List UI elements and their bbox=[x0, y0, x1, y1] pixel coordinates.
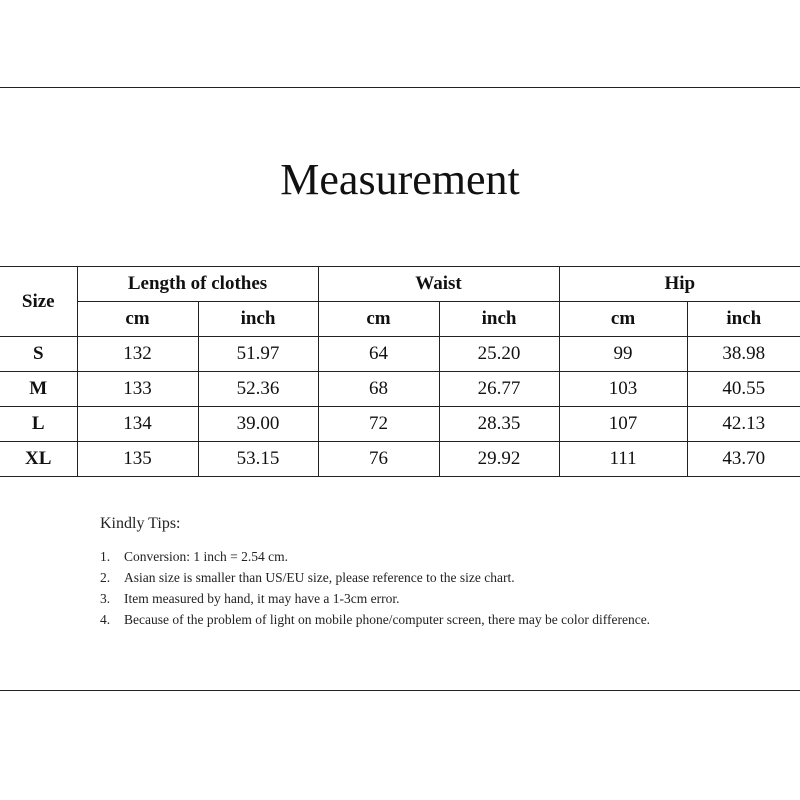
size-label: S bbox=[0, 337, 77, 372]
unit-header: cm bbox=[77, 302, 198, 337]
tip-item bbox=[100, 567, 660, 588]
table-cell: 26.77 bbox=[439, 372, 559, 407]
unit-header: inch bbox=[439, 302, 559, 337]
table-cell: 99 bbox=[559, 337, 687, 372]
tip-number: 2. bbox=[100, 570, 111, 585]
table-cell: 51.97 bbox=[198, 337, 318, 372]
top-divider bbox=[0, 87, 800, 88]
table-cell: 135 bbox=[77, 442, 198, 477]
column-group-hip: Hip bbox=[559, 267, 800, 302]
bottom-divider bbox=[0, 690, 800, 691]
table-header-row bbox=[0, 267, 800, 302]
table-row bbox=[0, 372, 800, 407]
size-chart-table bbox=[0, 266, 800, 477]
unit-header: inch bbox=[198, 302, 318, 337]
table-cell: 133 bbox=[77, 372, 198, 407]
table-unit-row bbox=[0, 302, 800, 337]
table-cell: 28.35 bbox=[439, 407, 559, 442]
size-label: L bbox=[0, 407, 77, 442]
table-cell: 107 bbox=[559, 407, 687, 442]
page-title: Measurement bbox=[280, 155, 520, 204]
tip-text: Item measured by hand, it may have a 1-3cm error. bbox=[124, 591, 400, 606]
tip-item bbox=[100, 588, 660, 609]
tip-text: Asian size is smaller than US/EU size, please reference to the size chart. bbox=[124, 570, 515, 585]
table-cell: 111 bbox=[559, 442, 687, 477]
table-cell: 76 bbox=[318, 442, 439, 477]
tip-item bbox=[100, 609, 660, 630]
size-label: M bbox=[0, 372, 77, 407]
table-row bbox=[0, 337, 800, 372]
tip-text: Because of the problem of light on mobile phone/computer screen, there may be color difference. bbox=[124, 612, 651, 627]
column-group-waist: Waist bbox=[318, 267, 559, 302]
table-cell: 43.70 bbox=[687, 442, 800, 477]
tip-number: 1. bbox=[100, 549, 111, 564]
unit-header: inch bbox=[687, 302, 800, 337]
kindly-tips bbox=[100, 512, 660, 630]
tips-list bbox=[100, 546, 660, 630]
table-cell: 68 bbox=[318, 372, 439, 407]
tips-title: Kindly Tips: bbox=[100, 515, 181, 532]
tip-text: Conversion: 1 inch = 2.54 cm. bbox=[124, 549, 288, 564]
size-label: XL bbox=[0, 442, 77, 477]
unit-header: cm bbox=[318, 302, 439, 337]
table-cell: 42.13 bbox=[687, 407, 800, 442]
table-row bbox=[0, 442, 800, 477]
table-cell: 72 bbox=[318, 407, 439, 442]
tip-item bbox=[100, 546, 660, 567]
table-cell: 103 bbox=[559, 372, 687, 407]
unit-header: cm bbox=[559, 302, 687, 337]
table-row bbox=[0, 407, 800, 442]
size-column-header: Size bbox=[0, 267, 77, 337]
table-cell: 134 bbox=[77, 407, 198, 442]
table-cell: 25.20 bbox=[439, 337, 559, 372]
table-cell: 132 bbox=[77, 337, 198, 372]
table-cell: 29.92 bbox=[439, 442, 559, 477]
table-cell: 38.98 bbox=[687, 337, 800, 372]
column-group-length: Length of clothes bbox=[77, 267, 318, 302]
table-cell: 52.36 bbox=[198, 372, 318, 407]
tip-number: 4. bbox=[100, 612, 111, 627]
table-cell: 40.55 bbox=[687, 372, 800, 407]
table-cell: 64 bbox=[318, 337, 439, 372]
table-cell: 53.15 bbox=[198, 442, 318, 477]
table-cell: 39.00 bbox=[198, 407, 318, 442]
tip-number: 3. bbox=[100, 591, 111, 606]
